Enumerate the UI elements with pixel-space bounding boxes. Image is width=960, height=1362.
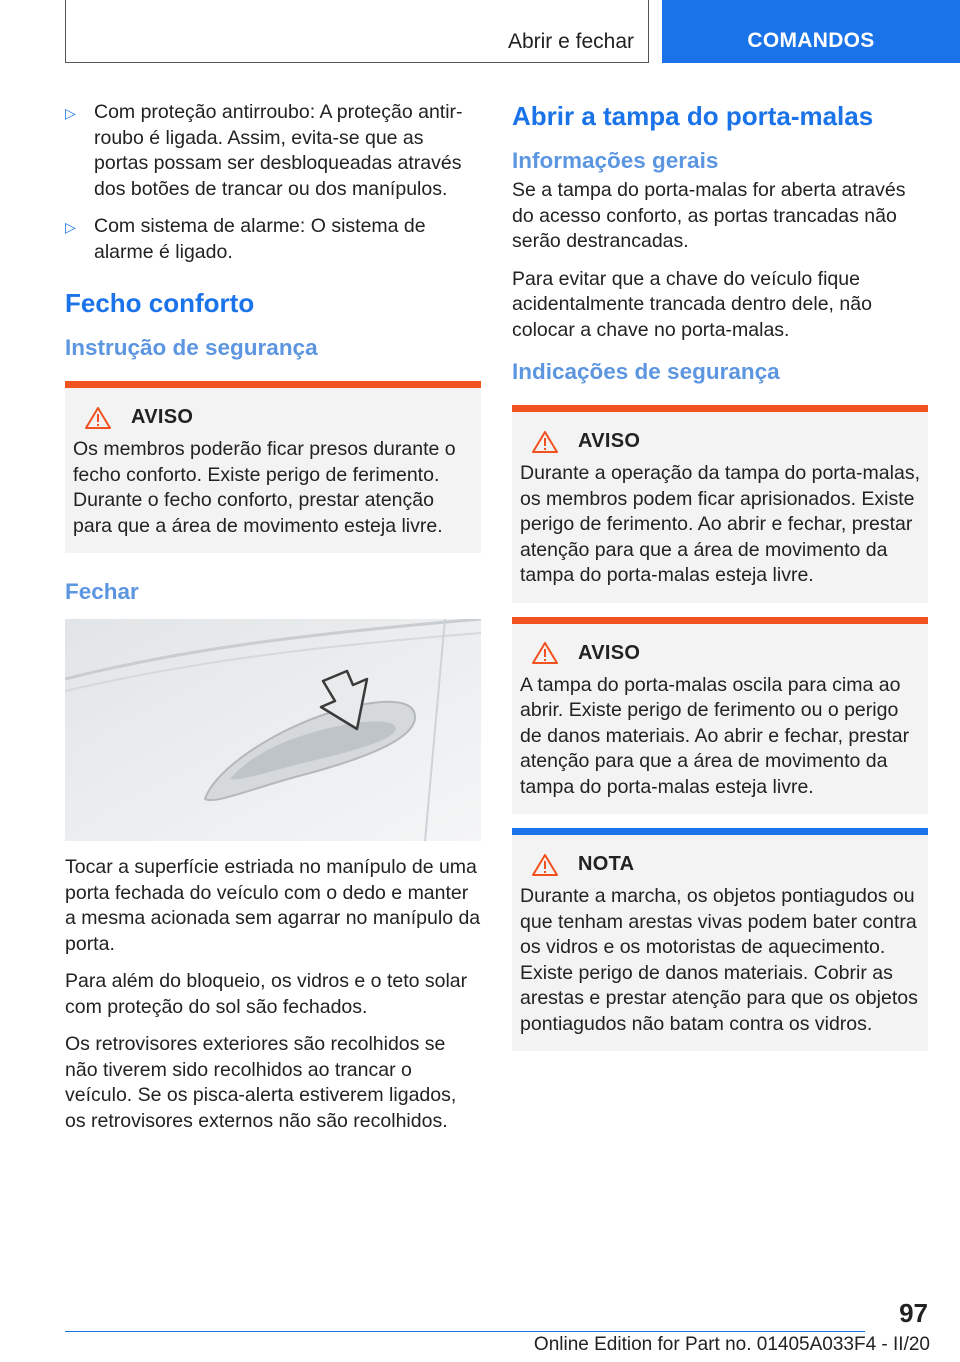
footer-edition: Online Edition for Part no. 01405A033F4 - II/20 [533, 1334, 930, 1355]
section-title: Abrir e fechar [507, 30, 634, 53]
warning-text: A tampa do porta-malas oscila para cima ao abrir. Existe perigo de ferimento ou o perigo de danos materiais. Ao abrir e fechar, prestar atenção para que a área de movimento da tampa do porta-malas esteja livre. [520, 673, 910, 798]
paragraph: Os retrovisores exteriores são recolhidos se não tiverem sido recolhidos ao trancar o veículo. Se os pisca-alerta estiverem ligados, os retrovisores externos não são recolhidos. [65, 1033, 457, 1132]
heading-indicacoes-seguranca: Indicações de segurança [512, 359, 780, 384]
warning-box [65, 381, 481, 553]
warning-triangle-icon [532, 854, 558, 876]
list-item-text: Com sistema de alarme: O sistema de alarme é ligado. [94, 215, 426, 263]
note-box [512, 828, 928, 1051]
warning-label: AVISO [578, 430, 641, 452]
chapter-tab[interactable]: COMANDOS [662, 0, 960, 63]
note-label: NOTA [578, 853, 635, 875]
heading-informacoes-gerais: Informações gerais [512, 148, 719, 173]
warning-label: AVISO [578, 641, 641, 664]
warning-box [512, 617, 928, 815]
warning-label: AVISO [131, 406, 194, 428]
heading-fechar: Fechar [65, 579, 139, 604]
list-item [65, 100, 481, 202]
list-item-text: Com proteção antirroubo: A proteção antirroubo é ligada. Assim, evita-se que as portas possam ser desbloqueadas através dos botões de trancar ou dos manípulos. [94, 101, 463, 200]
paragraph: Para evitar que a chave do veículo fique acidentalmente trancada dentro dele, não colocar a chave no porta-malas. [512, 267, 872, 341]
right-column [512, 100, 928, 1065]
triangle-bullet-icon: ▷ [65, 219, 76, 235]
heading-abrir-tampa: Abrir a tampa do porta-malas [512, 101, 874, 131]
page-number: 97 [899, 1298, 928, 1328]
warning-triangle-icon [532, 431, 558, 453]
heading-fecho-conforto: Fecho conforto [65, 288, 255, 318]
header-frame [65, 0, 649, 63]
warning-triangle-icon [85, 407, 111, 429]
warning-box [512, 405, 928, 603]
paragraph: Se a tampa do porta-malas for aberta através do acesso conforto, as portas trancadas não serão destrancadas. [512, 179, 906, 252]
heading-instrucao-seguranca: Instrução de segurança [65, 335, 318, 360]
triangle-bullet-icon: ▷ [65, 105, 76, 121]
paragraph: Para além do bloqueio, os vidros e o teto solar com proteção do sol são fechados. [65, 970, 468, 1018]
warning-text: Durante a operação da tampa do porta-malas, os membros podem ficar aprisionados. Existe perigo de ferimento. Ao abrir e fechar, prestar atenção para que a área de movimento da tampa do porta-malas esteja livre. [520, 462, 920, 586]
note-text: Durante a marcha, os objetos pontiagudos ou que tenham arestas vivas podem bater contra os vidros e os motoristas de aquecimento. Existe perigo de danos materiais. Cobrir as arestas e prestar atenção para que os objetos pontiagudos não batam contra os vidros. [520, 885, 918, 1035]
warning-text: Os membros poderão ficar presos durante o fecho conforto. Existe perigo de ferimento. Durante o fecho conforto, prestar atenção para que a área de movimento esteja livre. [73, 438, 456, 537]
warning-triangle-icon [532, 642, 558, 664]
footer-divider [65, 1331, 865, 1332]
left-column [65, 100, 481, 1146]
door-handle-illustration [65, 619, 481, 841]
paragraph: Tocar a superfície estriada no manípulo de uma porta fechada do veículo com o dedo e manter a mesma acionada sem agarrar no manípulo da porta. [65, 856, 481, 955]
list-item [65, 214, 481, 265]
